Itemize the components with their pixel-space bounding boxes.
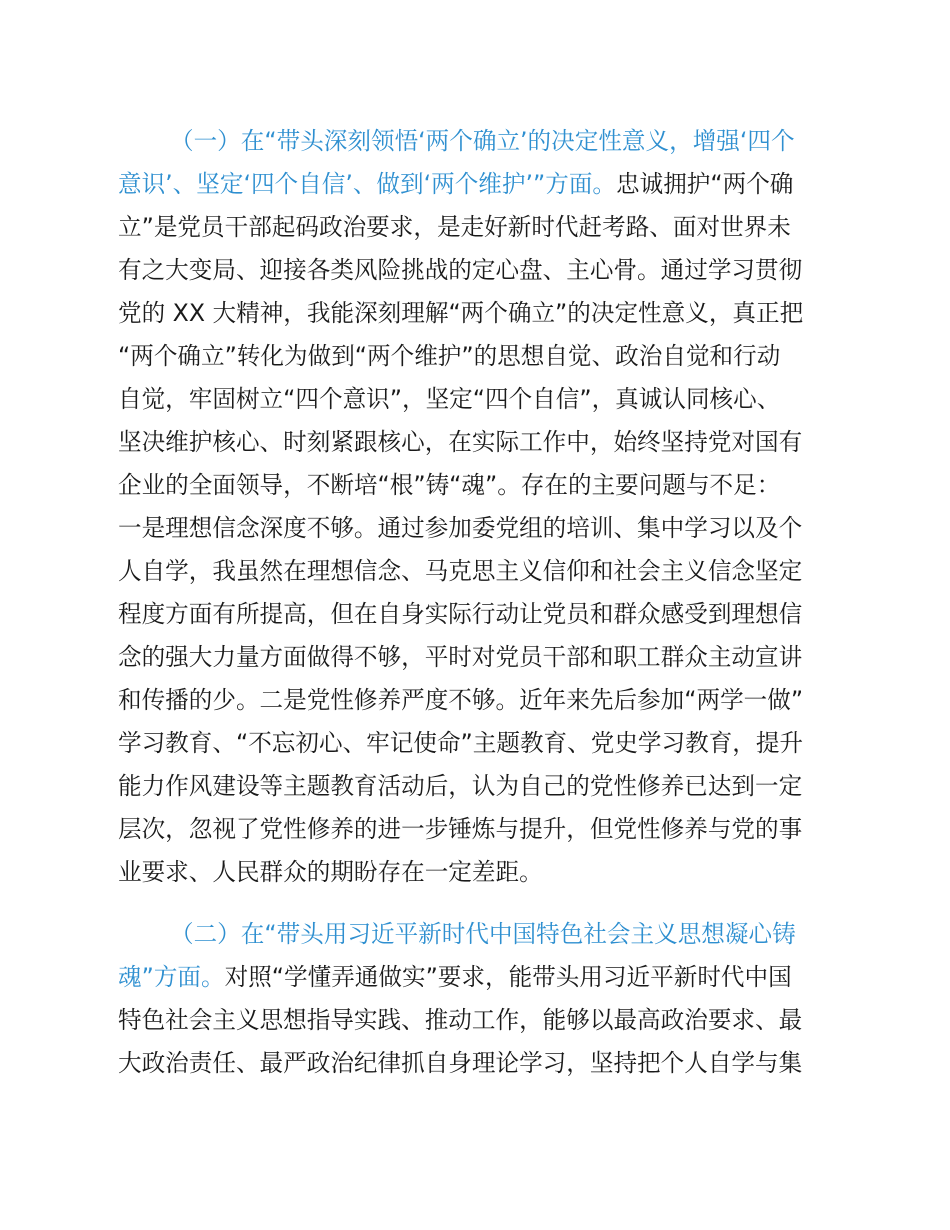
section-1-body-line: 党的 XX 大精神，我能深刻理解“两个确立”的决定性意义，真正把 <box>118 299 804 327</box>
section-1-body-start: 忠诚拥护“两个确 <box>616 170 794 198</box>
section-1-body-line: 业要求、人民群众的期盼存在一定差距。 <box>118 858 543 886</box>
section-2-body-start: 对照“学懂弄通做实”要求，能带头用习近平新时代中国 <box>224 963 792 991</box>
section-1-body-line: 有之大变局、迎接各类风险挑战的定心盘、主心骨。通过学习贯彻 <box>118 256 803 284</box>
section-1-body-line: 自觉，牢固树立“四个意识”，坚定“四个自信”，真诚认同核心、 <box>118 385 781 413</box>
section-1-body-line: 学习教育、“不忘初心、牢记使命”主题教育、党史学习教育，提升 <box>118 729 804 757</box>
section-1-body-line: 人自学，我虽然在理想信念、马克思主义信仰和社会主义信念坚定 <box>118 557 803 585</box>
section-1-body-line: 坚决维护核心、时刻紧跟核心，在实际工作中，始终坚持党对国有 <box>118 428 803 456</box>
section-2-heading-line-2 <box>118 959 792 995</box>
section-1-body-line: 立”是党员干部起码政治要求，是走好新时代赶考路、面对世界未 <box>118 213 791 241</box>
section-1-heading-line-2 <box>118 166 793 202</box>
section-1-body-line: 层次，忽视了党性修养的进一步锤炼与提升，但党性修养与党的事 <box>118 815 803 843</box>
section-2-heading-tail: 魂”方面。 <box>118 963 225 991</box>
section-2-body-line: 大政治责任、最严政治纪律抓自身理论学习，坚持把个人自学与集 <box>118 1049 803 1077</box>
section-1-heading-tail: 意识’、坚定‘四个自信’、做到‘两个维护’”方面。 <box>118 170 617 198</box>
section-1-body-line: “两个确立”转化为做到“两个维护”的思想自觉、政治自觉和行动 <box>118 342 781 370</box>
section-1-body-line: 能力作风建设等主题教育活动后，认为自己的党性修养已达到一定 <box>118 772 803 800</box>
section-2-heading-line-1: （二）在“带头用习近平新时代中国特色社会主义思想凝心铸 <box>170 920 796 948</box>
section-2-body-line: 特色社会主义思想指导实践、推动工作，能够以最高政治要求、最 <box>118 1006 803 1034</box>
section-1-body-line: 和传播的少。二是党性修养严度不够。近年来先后参加“两学一做” <box>118 686 804 714</box>
section-1-body-line: 一是理想信念深度不够。通过参加委党组的培训、集中学习以及个 <box>118 514 803 542</box>
section-1-body-line: 念的强大力量方面做得不够，平时对党员干部和职工群众主动宣讲 <box>118 643 803 671</box>
section-1-heading-line-1: （一）在“带头深刻领悟‘两个确立’的决定性意义，增强‘四个 <box>170 127 795 155</box>
section-1-body-line: 企业的全面领导，不断培“根”铸“魂”。存在的主要问题与不足： <box>118 471 781 499</box>
section-1-body-line: 程度方面有所提高，但在自身实际行动让党员和群众感受到理想信 <box>118 600 803 628</box>
